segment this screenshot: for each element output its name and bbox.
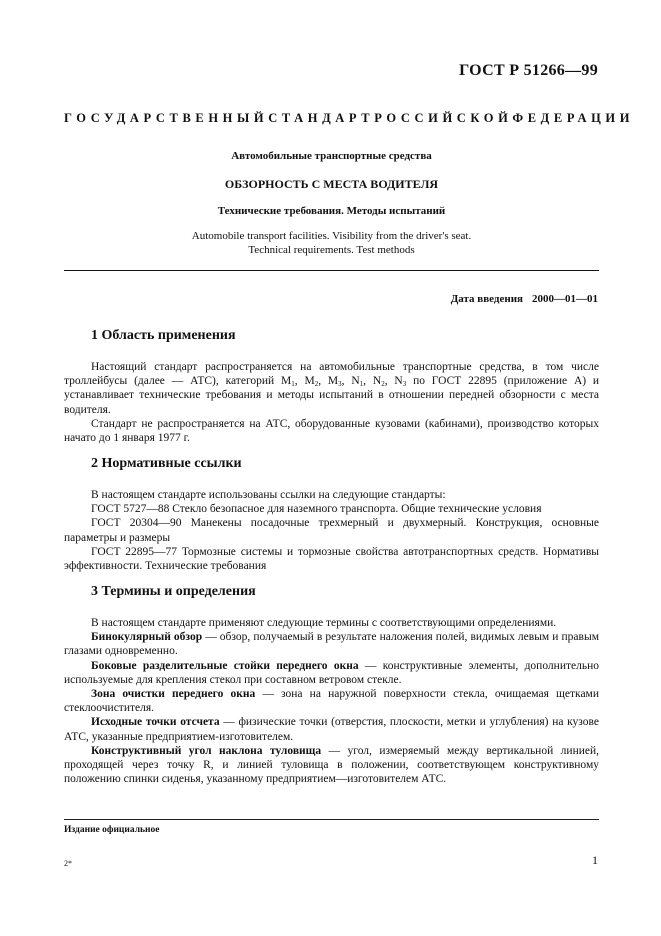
header-word: СТАНДАРТ	[268, 111, 375, 125]
english-title-line: Automobile transport facilities. Visibility from the driver's seat.	[191, 230, 472, 242]
term-definition: Исходные точки отсчета — физические точки (отверстия, плоскости, метки и углубления) на кузове АТС, указанные предприятием-изготовителем.	[64, 716, 599, 743]
term-definition: Конструктивный угол наклона туловища — угол, измеряемый между вертикальной линией, проходящей через точку R, и линией туловища в положении, соответствующем конструктивному положению спинки сиденья, указанному предприятием—изготовителем АТС.	[64, 744, 600, 786]
title-divider	[64, 270, 599, 271]
english-title	[64, 230, 599, 257]
category-title: Автомобильные транспортные средства	[231, 150, 432, 162]
intro-date-label: Дата введения	[450, 293, 523, 305]
paragraph: Настоящий стандарт распространяется на автомобильные транспортные средства, в том числе троллейбусы (далее — АТС), категорий $M_1$, $M_2$, $M_3$, $N_1$, $N_2$, $N_3$ по ГОСТ 22895 (приложение А) и устанавливает технические требования и методы испытаний в отношении передней обзорности с места водителя.	[64, 361, 600, 416]
page-number: 1	[592, 853, 598, 867]
reference-item: ГОСТ 20304—90 Манекены посадочные трехмерный и двухмерный. Конструкция, основные параметры и размеры	[64, 517, 599, 544]
english-title-line: Technical requirements. Test methods	[248, 243, 415, 256]
section-3-heading: 3 Термины и определения	[91, 584, 256, 599]
section-2-body	[64, 488, 599, 573]
header-word: РОССИЙСКОЙ	[374, 111, 513, 125]
introduction-date	[451, 293, 598, 305]
document-number: ГОСТ Р 51266—99	[459, 62, 598, 79]
term-definition: Боковые разделительные стойки переднего окна — конструктивные элементы, дополнительно используемые для крепления стекол при составном ветровом стекле.	[64, 659, 599, 686]
paragraph: В настоящем стандарте использованы ссылки на следующие стандарты:	[91, 489, 446, 501]
intro-date-value: 2000—01—01	[532, 293, 598, 305]
reference-item: ГОСТ 5727—88 Стекло безопасное для наземного транспорта. Общие технические условия	[91, 503, 542, 516]
main-title: ОБЗОРНОСТЬ С МЕСТА ВОДИТЕЛЯ	[224, 177, 439, 191]
header-word: ФЕДЕРАЦИИ	[512, 111, 635, 125]
section-1-body	[64, 360, 599, 445]
section-3-body	[64, 616, 599, 786]
header-word: ГОСУДАРСТВЕННЫЙ	[64, 111, 269, 125]
reference-item: ГОСТ 22895—77 Тормозные системы и тормозные свойства автотранспортных средств. Нормативы эффективности. Технические требования	[64, 545, 599, 573]
subtitle: Технические требования. Методы испытаний	[217, 205, 446, 217]
sheet-mark: 2*	[64, 859, 72, 868]
footer-divider	[64, 819, 599, 820]
term-definition: Зона очистки переднего окна — зона на наружной поверхности стекла, очищаемая щетками стеклоочистителя.	[64, 688, 599, 715]
state-standard-header	[64, 111, 635, 126]
section-1-heading: 1 Область применения	[91, 328, 236, 343]
paragraph: В настоящем стандарте применяют следующие термины с соответствующими определениями.	[91, 617, 557, 629]
edition-note: Издание официальное	[64, 825, 160, 835]
term-definition: Бинокулярный обзор — обзор, получаемый в результате наложения полей, видимых левым и правым глазами одновременно.	[64, 631, 599, 658]
paragraph: Стандарт не распространяется на АТС, оборудованные кузовами (кабинами), производство которых начато до 1 января 1977 г.	[64, 417, 599, 445]
section-2-heading: 2 Нормативные ссылки	[91, 456, 242, 471]
